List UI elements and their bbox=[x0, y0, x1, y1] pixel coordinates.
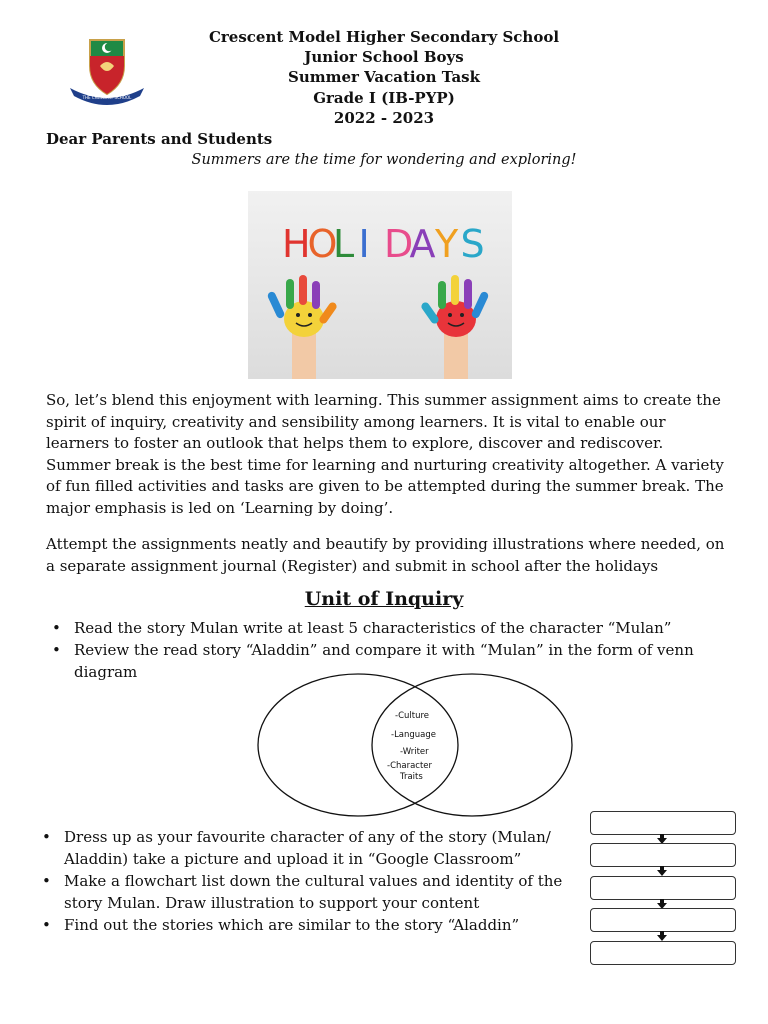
venn-overlap-item: -Character bbox=[387, 761, 433, 771]
greeting: Dear Parents and Students bbox=[46, 130, 273, 148]
venn-overlap-item: Traits bbox=[400, 772, 423, 782]
painted-hand-left-icon bbox=[266, 275, 338, 379]
venn-overlap-item: -Culture bbox=[395, 711, 430, 721]
holidays-word bbox=[282, 222, 485, 266]
painted-hand-right-icon bbox=[420, 275, 490, 379]
holidays-image bbox=[248, 191, 512, 379]
holidays-letter: O bbox=[307, 222, 338, 266]
flowchart-box bbox=[590, 908, 736, 932]
list-item: • Read the story Mulan write at least 5 characteristics of the character “Mulan” bbox=[46, 617, 736, 639]
holidays-illustration bbox=[248, 191, 512, 379]
unit-title: Unit of Inquiry bbox=[304, 588, 464, 610]
list-item: • Review the read story “Aladdin” and compare it with “Mulan” in the form of venn diagram bbox=[46, 639, 736, 683]
logo-banner-text: THE CRESCENT SCHOOL bbox=[82, 95, 132, 100]
flowchart-box bbox=[590, 876, 736, 900]
flowchart-box bbox=[590, 811, 736, 835]
school-name: Crescent Model Higher Secondary School bbox=[208, 28, 560, 46]
flowchart-box bbox=[590, 941, 736, 965]
venn-overlap-item: -Language bbox=[391, 730, 437, 740]
venn-overlap-item: -Writer bbox=[400, 747, 429, 757]
venn-circle-right bbox=[372, 674, 572, 816]
down-arrow-icon bbox=[657, 931, 667, 941]
instruction-paragraph: Attempt the assignments neatly and beautify by providing illustrations where needed, on a separate assignment journal (Register) and submit in school after the holidays bbox=[46, 535, 725, 575]
holidays-letter: D bbox=[384, 222, 414, 266]
grade-label: Grade I (IB-PYP) bbox=[313, 89, 455, 107]
holidays-letter: L bbox=[333, 222, 355, 266]
list-item: • Find out the stories which are similar to the story “Aladdin” bbox=[36, 914, 566, 936]
holidays-letter: A bbox=[409, 222, 436, 266]
venn-circle-left bbox=[258, 674, 458, 816]
year-label: 2022 - 2023 bbox=[333, 109, 435, 127]
division-name: Junior School Boys bbox=[304, 48, 464, 66]
task-list-bottom bbox=[36, 826, 566, 936]
list-item: • Make a flowchart list down the cultural values and identity of the story Mulan. Draw illustration to support your content bbox=[36, 870, 566, 914]
intro-paragraph: So, let’s blend this enjoyment with learning. This summer assignment aims to create the spirit of inquiry, creativity and sensibility among learners. It is vital to enable our learners to foster an outlook that helps them to explore, discover and rediscover. Summer break is the best time for learning and nurturing creativity altogether. A variety of fun filled activities and tasks are given to be attempted during the summer break. The major emphasis is led on ‘Learning by doing’. bbox=[46, 391, 724, 517]
task-title: Summer Vacation Task bbox=[287, 68, 481, 86]
motto: Summers are the time for wondering and exploring! bbox=[191, 152, 577, 168]
holidays-letter: I bbox=[358, 222, 370, 266]
flowchart-box bbox=[590, 843, 736, 867]
holidays-letter: S bbox=[460, 222, 485, 266]
holidays-letter: H bbox=[282, 222, 311, 266]
venn-diagram bbox=[250, 670, 580, 820]
list-item: • Dress up as your favourite character of any of the story (Mulan/ Aladdin) take a picture and upload it in “Google Classroom” bbox=[36, 826, 566, 870]
down-arrow-icon bbox=[657, 866, 667, 876]
holidays-letter: Y bbox=[435, 222, 459, 266]
